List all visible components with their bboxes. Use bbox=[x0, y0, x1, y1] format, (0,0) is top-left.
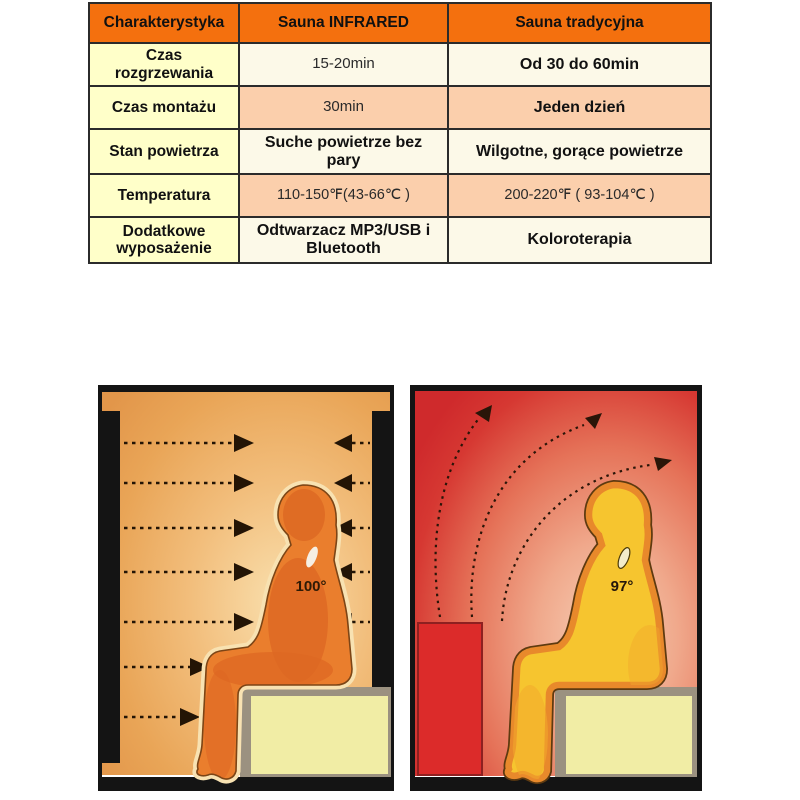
row-label-air-state: Stan powietrza bbox=[90, 130, 240, 175]
row-label-extra-equipment: Dodatkowe wyposażenie bbox=[90, 218, 240, 262]
row-label-assembly-time: Czas montażu bbox=[90, 87, 240, 130]
extra-equipment-infrared: Odtwarzacz MP3/USB i Bluetooth bbox=[240, 218, 449, 262]
right-infrared-panel bbox=[372, 411, 391, 689]
air-state-traditional: Wilgotne, gorące powietrze bbox=[449, 130, 710, 175]
table-header-infrared: Sauna INFRARED bbox=[240, 4, 449, 44]
temperature-infrared: 110-150℉(43-66℃ ) bbox=[240, 175, 449, 218]
infrared-bench bbox=[240, 687, 391, 777]
temperature-traditional: 200-220℉ ( 93-104℃ ) bbox=[449, 175, 710, 218]
sauna-heater bbox=[418, 623, 482, 775]
sauna-comparison-table bbox=[88, 2, 712, 264]
left-infrared-panel bbox=[101, 411, 120, 763]
warmup-time-traditional: Od 30 do 60min bbox=[449, 44, 710, 87]
air-state-infrared: Suche powietrze bez pary bbox=[240, 130, 449, 175]
row-label-temperature: Temperatura bbox=[90, 175, 240, 218]
floor-bar bbox=[410, 777, 702, 791]
traditional-sauna-illustration bbox=[410, 385, 702, 791]
warmup-time-infrared: 15-20min bbox=[240, 44, 449, 87]
row-label-warmup-time: Czas rozgrzewania bbox=[90, 44, 240, 87]
table-header-traditional: Sauna tradycyjna bbox=[449, 4, 710, 44]
table-header-characteristic: Charakterystyka bbox=[90, 4, 240, 44]
assembly-time-traditional: Jeden dzień bbox=[449, 87, 710, 130]
infrared-body-temperature-label: 100° bbox=[295, 578, 327, 595]
traditional-sauna-diagram bbox=[410, 385, 702, 791]
infrared-sauna-illustration bbox=[98, 385, 394, 791]
assembly-time-infrared: 30min bbox=[240, 87, 449, 130]
floor-bar bbox=[98, 777, 394, 791]
traditional-bench bbox=[555, 687, 697, 777]
infrared-sauna-diagram bbox=[98, 385, 394, 791]
extra-equipment-traditional: Koloroterapia bbox=[449, 218, 710, 262]
traditional-body-temperature-label: 97° bbox=[610, 578, 634, 595]
